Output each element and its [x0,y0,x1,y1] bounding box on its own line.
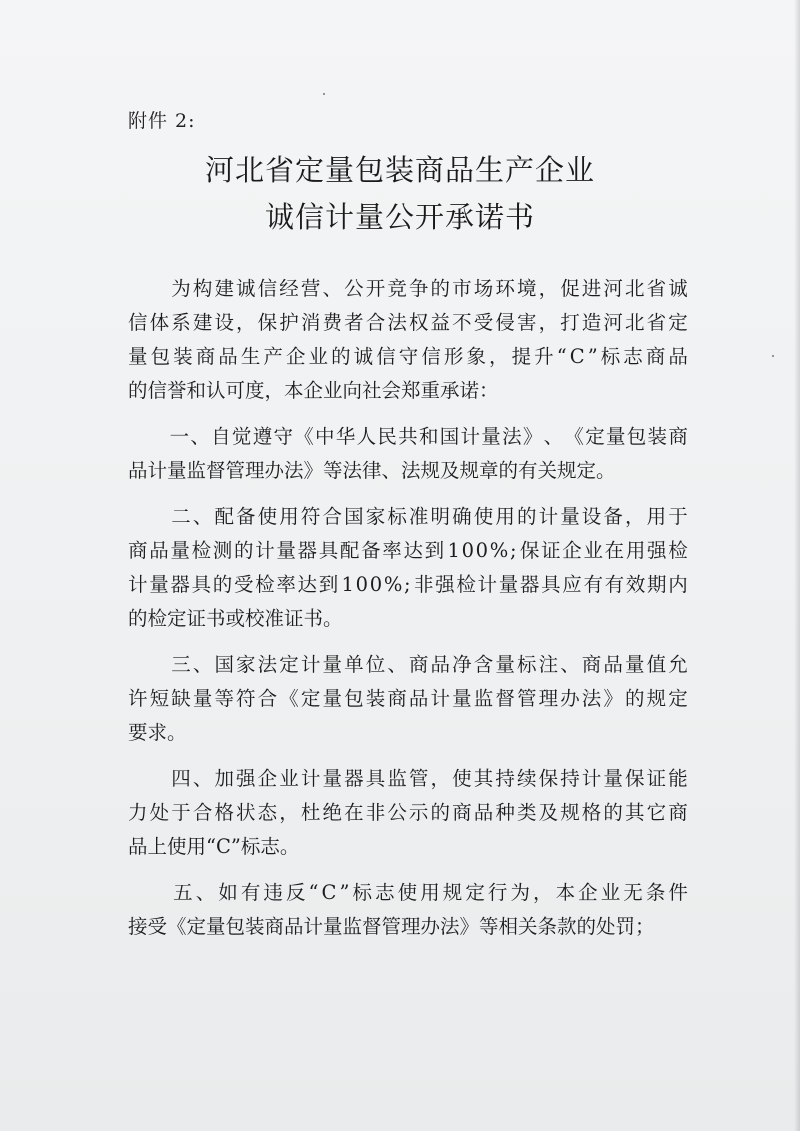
attachment-label: 附件 2: [128,110,196,132]
paragraph-line: 力 处 于 合 格 状 态 ， 杜 绝 在 非 公 示 的 商 品 种 类 及 规 格 的 其 它 商 [128,801,688,824]
paragraph-line: 的信誉和认可度，本企业向社会郑重承诺： [128,379,499,402]
paragraph-line: 要求。 [128,721,187,744]
paragraph-line: 许 短 缺 量 等 符 合 《 定 量 包 装 商 品 计 量 监 督 管 理 办 法 》 的 规 定 [128,687,688,710]
body-paragraph [128,876,688,944]
paragraph-line: 一 、 自 觉 遵 守 《 中 华 人 民 共 和 国 计 量 法 》 、 《 定 量 包 装 商 [169,425,688,448]
body-paragraph [128,648,688,750]
scan-speck [323,93,325,95]
paragraph-line: 三 、 国 家 法 定 计 量 单 位 、 商 品 净 含 量 标 注 、 商 品 量 值 允 [171,653,688,676]
paragraph-gap [128,488,688,500]
paragraph-line: 二 、 配 备 使 用 符 合 国 家 标 准 明 确 使 用 的 计 量 设 备 ， 用 于 [171,505,688,528]
paragraph-line: 的检定证书或校准证书。 [128,607,343,630]
paragraph-line: 四 、 加 强 企 业 计 量 器 具 监 管 ， 使 其 持 续 保 持 计 量 保 证 能 [171,767,688,790]
document-body [128,272,688,944]
paragraph-line: 商 品 量 检 测 的 计 量 器 具 配 备 率 达 到 1 0 0 % ; 保 证 企 业 在 用 强 检 [128,539,688,562]
paragraph-line: 为 构 建 诚 信 经 营 、 公 开 竞 争 的 市 场 环 境 ， 促 进 河 北 省 诚 [171,277,688,300]
paragraph-gap [128,864,688,876]
paragraph-gap [128,750,688,762]
paragraph-gap [128,636,688,648]
body-paragraph [128,500,688,636]
scan-speck [772,355,774,357]
paragraph-line: 五 、 如 有 违 反 “ C ” 标 志 使 用 规 定 行 为 ， 本 企 业 无 条 件 [173,881,688,904]
paragraph-gap [128,408,688,420]
paragraph-line: 品计量监督管理办法》等法律、法规及规章的有关规定。 [128,459,616,482]
paragraph-line: 信 体 系 建 设 ， 保 护 消 费 者 合 法 权 益 不 受 侵 害 ， 打 造 河 北 省 定 [128,311,688,334]
paragraph-line: 量 包 装 商 品 生 产 企 业 的 诚 信 守 信 形 象 ， 提 升 “ C ” 标 志 商 品 [128,345,688,368]
paragraph-line: 品上使用“C”标志。 [128,835,300,858]
document-title-line-1: 河北省定量包装商品生产企业 [204,153,595,187]
body-paragraph [128,762,688,864]
document-title-line-2: 诚信计量公开承诺书 [264,200,535,234]
body-paragraph [128,420,688,488]
body-paragraph [128,272,688,408]
paragraph-line: 计 量 器 具 的 受 检 率 达 到 1 0 0 % ; 非 强 检 计 量 器 具 应 有 有 效 期 内 [128,573,688,596]
paragraph-line: 接受《定量包装商品计量监督管理办法》等相关条款的处罚； [128,915,655,938]
